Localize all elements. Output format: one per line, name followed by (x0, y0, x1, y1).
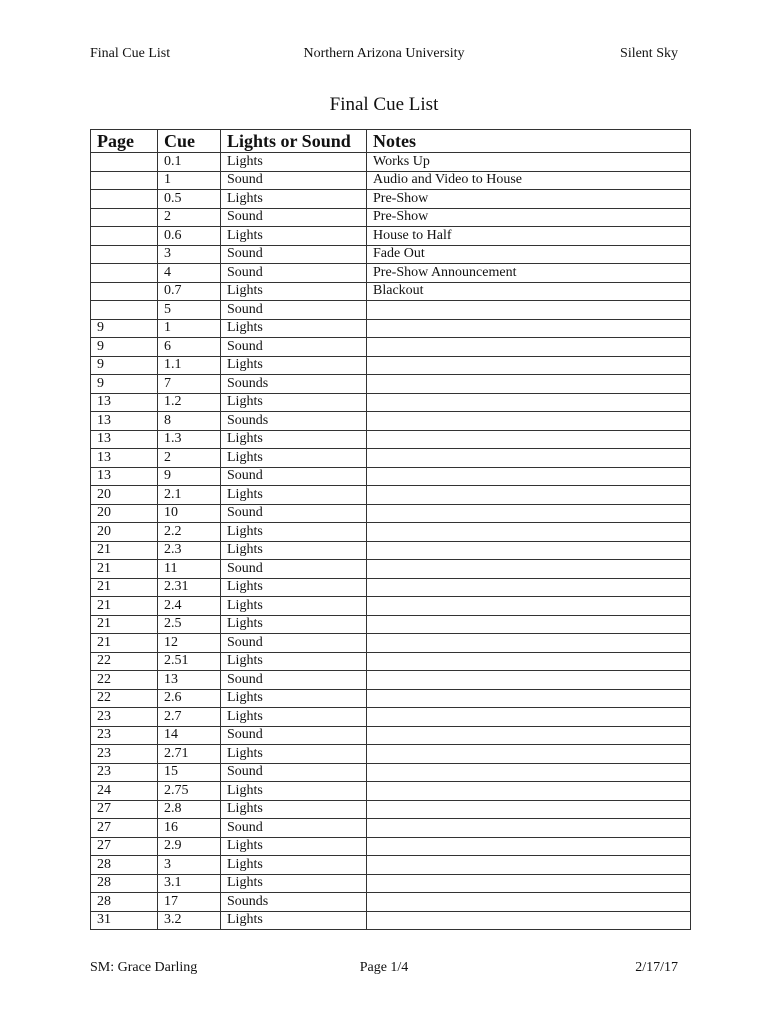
table-row (91, 523, 691, 542)
cell-cue: 13 (158, 671, 221, 690)
cell-type: Sounds (221, 375, 367, 394)
cell-notes: Blackout (367, 282, 691, 301)
table-row (91, 486, 691, 505)
cell-cue: 2.51 (158, 652, 221, 671)
cell-page (91, 245, 158, 264)
cell-page: 28 (91, 893, 158, 912)
cell-cue: 14 (158, 726, 221, 745)
table-row (91, 541, 691, 560)
cell-type: Sound (221, 819, 367, 838)
table-row (91, 893, 691, 912)
cell-cue: 3 (158, 245, 221, 264)
cue-table (90, 129, 691, 930)
table-row (91, 856, 691, 875)
cell-cue: 0.5 (158, 190, 221, 209)
cell-cue: 4 (158, 264, 221, 283)
cell-type: Lights (221, 837, 367, 856)
table-row (91, 708, 691, 727)
cell-cue: 8 (158, 412, 221, 431)
cell-notes (367, 800, 691, 819)
table-row (91, 227, 691, 246)
table-row (91, 449, 691, 468)
cell-cue: 2.6 (158, 689, 221, 708)
table-row (91, 615, 691, 634)
cell-cue: 2.31 (158, 578, 221, 597)
cell-page: 13 (91, 467, 158, 486)
cell-cue: 1 (158, 171, 221, 190)
cell-notes (367, 486, 691, 505)
cell-notes: Fade Out (367, 245, 691, 264)
cell-page (91, 264, 158, 283)
cell-notes (367, 356, 691, 375)
cell-notes: House to Half (367, 227, 691, 246)
cell-page: 20 (91, 504, 158, 523)
table-row (91, 264, 691, 283)
cell-page: 23 (91, 708, 158, 727)
table-row (91, 338, 691, 357)
table-row (91, 504, 691, 523)
cell-page: 27 (91, 819, 158, 838)
cell-type: Lights (221, 782, 367, 801)
table-row (91, 393, 691, 412)
cell-notes (367, 763, 691, 782)
table-row (91, 301, 691, 320)
column-header-page: Page (91, 130, 158, 153)
cell-cue: 0.6 (158, 227, 221, 246)
table-row (91, 837, 691, 856)
cell-page: 28 (91, 856, 158, 875)
cell-notes (367, 449, 691, 468)
cell-cue: 2.75 (158, 782, 221, 801)
table-row (91, 171, 691, 190)
cell-type: Lights (221, 523, 367, 542)
cell-notes (367, 467, 691, 486)
table-row (91, 467, 691, 486)
cell-type: Lights (221, 874, 367, 893)
cell-type: Lights (221, 745, 367, 764)
header-institution: Northern Arizona University (303, 46, 465, 61)
table-row (91, 282, 691, 301)
cell-notes (367, 634, 691, 653)
cell-page (91, 208, 158, 227)
cell-page: 24 (91, 782, 158, 801)
cell-cue: 9 (158, 467, 221, 486)
cell-page (91, 153, 158, 172)
cell-page: 21 (91, 578, 158, 597)
cell-type: Sound (221, 671, 367, 690)
page-header (90, 46, 678, 64)
cell-cue: 7 (158, 375, 221, 394)
cell-type: Lights (221, 393, 367, 412)
cell-type: Sound (221, 467, 367, 486)
cell-cue: 5 (158, 301, 221, 320)
page-footer (90, 960, 678, 978)
cell-page: 13 (91, 393, 158, 412)
cell-page: 13 (91, 430, 158, 449)
cell-type: Sound (221, 504, 367, 523)
cell-type: Sound (221, 726, 367, 745)
table-row (91, 745, 691, 764)
cell-page: 22 (91, 671, 158, 690)
cell-cue: 10 (158, 504, 221, 523)
cell-page: 20 (91, 486, 158, 505)
cell-type: Lights (221, 689, 367, 708)
cell-cue: 2.71 (158, 745, 221, 764)
cell-notes (367, 560, 691, 579)
table-row (91, 634, 691, 653)
cell-type: Lights (221, 227, 367, 246)
cell-type: Lights (221, 356, 367, 375)
cell-cue: 2.8 (158, 800, 221, 819)
table-row (91, 597, 691, 616)
cell-notes (367, 338, 691, 357)
table-row (91, 153, 691, 172)
table-row (91, 208, 691, 227)
table-row (91, 245, 691, 264)
cell-page (91, 227, 158, 246)
cell-type: Sound (221, 763, 367, 782)
table-row (91, 578, 691, 597)
cell-cue: 2 (158, 449, 221, 468)
cell-type: Lights (221, 911, 367, 930)
cell-cue: 0.7 (158, 282, 221, 301)
cell-page: 21 (91, 560, 158, 579)
cell-cue: 2.7 (158, 708, 221, 727)
cell-page: 22 (91, 652, 158, 671)
cell-page: 27 (91, 837, 158, 856)
cell-type: Sounds (221, 893, 367, 912)
table-row (91, 819, 691, 838)
cell-type: Sound (221, 338, 367, 357)
cell-notes: Pre-Show (367, 190, 691, 209)
cell-page: 13 (91, 449, 158, 468)
cell-notes (367, 504, 691, 523)
cell-page (91, 301, 158, 320)
cell-notes (367, 671, 691, 690)
table-row (91, 430, 691, 449)
cell-page (91, 190, 158, 209)
cell-cue: 6 (158, 338, 221, 357)
cell-page: 21 (91, 634, 158, 653)
cell-type: Lights (221, 153, 367, 172)
cell-page: 23 (91, 726, 158, 745)
cell-type: Lights (221, 541, 367, 560)
cell-page: 9 (91, 356, 158, 375)
cell-type: Sound (221, 208, 367, 227)
cell-type: Lights (221, 449, 367, 468)
cell-cue: 1.3 (158, 430, 221, 449)
cell-cue: 2.1 (158, 486, 221, 505)
cell-cue: 17 (158, 893, 221, 912)
header-doc-title: Final Cue List (90, 46, 171, 61)
cell-notes (367, 911, 691, 930)
cell-type: Lights (221, 578, 367, 597)
table-row (91, 652, 691, 671)
cell-notes (367, 652, 691, 671)
cell-cue: 1 (158, 319, 221, 338)
cell-notes (367, 578, 691, 597)
cell-notes (367, 541, 691, 560)
cell-cue: 1.1 (158, 356, 221, 375)
cell-type: Sound (221, 634, 367, 653)
cell-type: Lights (221, 319, 367, 338)
cell-type: Lights (221, 486, 367, 505)
cell-type: Lights (221, 800, 367, 819)
cell-type: Sounds (221, 412, 367, 431)
cell-type: Lights (221, 708, 367, 727)
cell-type: Lights (221, 430, 367, 449)
table-row (91, 726, 691, 745)
cell-type: Lights (221, 282, 367, 301)
table-row (91, 375, 691, 394)
cell-page: 13 (91, 412, 158, 431)
cell-notes (367, 375, 691, 394)
cell-page: 21 (91, 615, 158, 634)
cell-notes (367, 430, 691, 449)
cell-cue: 2.5 (158, 615, 221, 634)
cell-type: Sound (221, 560, 367, 579)
cell-notes (367, 689, 691, 708)
column-header-type: Lights or Sound (221, 130, 367, 153)
column-header-notes: Notes (367, 130, 691, 153)
cell-type: Sound (221, 264, 367, 283)
cell-notes (367, 837, 691, 856)
cell-notes (367, 393, 691, 412)
cell-page: 21 (91, 541, 158, 560)
cell-page: 21 (91, 597, 158, 616)
cell-page: 9 (91, 319, 158, 338)
cell-page: 28 (91, 874, 158, 893)
cell-page: 27 (91, 800, 158, 819)
cell-notes: Pre-Show Announcement (367, 264, 691, 283)
table-row (91, 800, 691, 819)
cell-page: 23 (91, 763, 158, 782)
cell-notes (367, 412, 691, 431)
table-row (91, 874, 691, 893)
table-row (91, 689, 691, 708)
cell-cue: 2.3 (158, 541, 221, 560)
footer-date: 2/17/17 (635, 960, 678, 975)
cell-type: Lights (221, 652, 367, 671)
cell-cue: 3.1 (158, 874, 221, 893)
footer-page-number: Page 1/4 (359, 960, 409, 975)
table-header-row (91, 130, 691, 153)
table-row (91, 671, 691, 690)
cell-type: Lights (221, 597, 367, 616)
table-row (91, 763, 691, 782)
cell-type: Lights (221, 615, 367, 634)
cell-page (91, 282, 158, 301)
cell-notes (367, 893, 691, 912)
cell-type: Lights (221, 856, 367, 875)
cell-notes (367, 523, 691, 542)
cell-notes (367, 597, 691, 616)
cell-notes (367, 615, 691, 634)
cell-cue: 16 (158, 819, 221, 838)
cell-page: 31 (91, 911, 158, 930)
column-header-cue: Cue (158, 130, 221, 153)
cell-cue: 2 (158, 208, 221, 227)
table-row (91, 356, 691, 375)
cell-cue: 12 (158, 634, 221, 653)
table-row (91, 319, 691, 338)
cell-notes: Works Up (367, 153, 691, 172)
table-row (91, 782, 691, 801)
cell-cue: 3.2 (158, 911, 221, 930)
cell-cue: 0.1 (158, 153, 221, 172)
cell-cue: 3 (158, 856, 221, 875)
table-row (91, 190, 691, 209)
table-row (91, 911, 691, 930)
table-row (91, 412, 691, 431)
cell-page: 23 (91, 745, 158, 764)
cell-type: Sound (221, 301, 367, 320)
cell-cue: 2.4 (158, 597, 221, 616)
header-show-name: Silent Sky (620, 46, 678, 61)
cell-notes: Audio and Video to House (367, 171, 691, 190)
cell-type: Sound (221, 245, 367, 264)
cell-type: Lights (221, 190, 367, 209)
cell-cue: 11 (158, 560, 221, 579)
cell-notes (367, 319, 691, 338)
cell-notes (367, 708, 691, 727)
cell-notes: Pre-Show (367, 208, 691, 227)
cell-page: 9 (91, 375, 158, 394)
footer-stage-manager: SM: Grace Darling (90, 960, 198, 975)
cell-type: Sound (221, 171, 367, 190)
cell-page: 22 (91, 689, 158, 708)
cell-notes (367, 819, 691, 838)
page-title: Final Cue List (329, 94, 439, 115)
cell-page: 20 (91, 523, 158, 542)
cell-notes (367, 856, 691, 875)
cell-notes (367, 782, 691, 801)
cell-cue: 15 (158, 763, 221, 782)
table-row (91, 560, 691, 579)
cell-cue: 2.2 (158, 523, 221, 542)
cell-page: 9 (91, 338, 158, 357)
cell-page (91, 171, 158, 190)
cell-notes (367, 301, 691, 320)
cell-cue: 1.2 (158, 393, 221, 412)
cell-notes (367, 874, 691, 893)
cell-notes (367, 745, 691, 764)
cell-notes (367, 726, 691, 745)
cell-cue: 2.9 (158, 837, 221, 856)
